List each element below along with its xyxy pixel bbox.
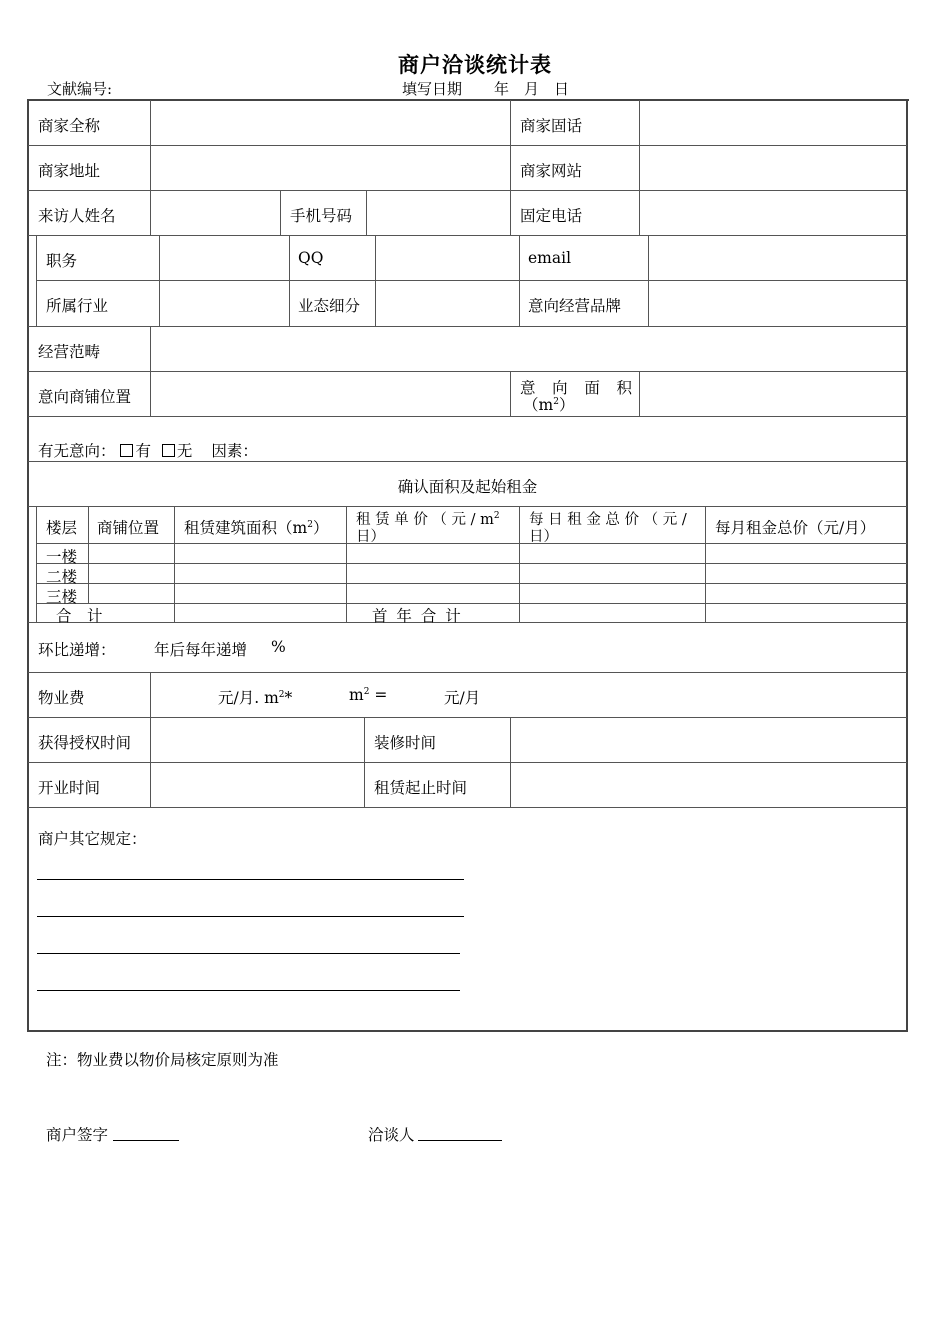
label-area: 意 向 面 积	[520, 379, 632, 397]
th-monthly-total: 每月租金总价（元/月）	[715, 519, 876, 537]
increase-percent: %	[271, 638, 286, 656]
label-scope: 经营范畴	[38, 343, 101, 361]
field-scope[interactable]	[152, 328, 905, 370]
footer-note: 注：物业费以物价局核定原则为准	[46, 1051, 279, 1069]
field-visitor-name[interactable]	[152, 192, 279, 234]
label-industry: 所属行业	[46, 297, 109, 315]
field-position[interactable]	[161, 237, 288, 279]
th-floor: 楼层	[46, 519, 78, 537]
date-month: 月	[524, 80, 540, 98]
label-mobile: 手机号码	[290, 207, 353, 225]
intent-no-label: 无	[176, 442, 193, 460]
intent-line	[38, 439, 258, 461]
page-title: 商户洽谈统计表	[398, 53, 552, 77]
label-brand: 意向经营品牌	[528, 297, 622, 315]
field-area[interactable]	[641, 373, 905, 415]
property-fee-label: 物业费	[38, 689, 85, 707]
field-website[interactable]	[641, 147, 905, 189]
label-opening-time: 开业时间	[38, 779, 101, 797]
label-full-name: 商家全称	[38, 117, 101, 135]
field-brand[interactable]	[650, 282, 905, 325]
th-location: 商铺位置	[97, 519, 160, 537]
rent-section-title: 确认面积及起始租金	[397, 478, 538, 496]
label-website: 商家网站	[520, 162, 583, 180]
label-position: 职务	[46, 252, 78, 270]
property-fee-unit1: 元/月. $m^2*$	[218, 689, 293, 707]
date-year: 年	[494, 80, 510, 98]
row-floor-3: 三楼	[46, 588, 78, 606]
negotiator-sign-line[interactable]	[418, 1140, 502, 1141]
label-shop-location: 意向商铺位置	[38, 388, 132, 406]
field-decoration-time[interactable]	[512, 719, 905, 761]
field-lease-period[interactable]	[512, 764, 905, 806]
label-address: 商家地址	[38, 162, 101, 180]
field-shop-location[interactable]	[152, 373, 509, 415]
field-address[interactable]	[152, 147, 509, 189]
th-daily-total-line2: 日）	[529, 529, 558, 545]
increase-label: 环比递增：	[38, 641, 116, 659]
label-qq: QQ	[298, 249, 324, 267]
field-industry[interactable]	[161, 282, 288, 325]
label-authorized-time: 获得授权时间	[38, 734, 132, 752]
label-decoration-time: 装修时间	[374, 734, 437, 752]
field-fixed-phone[interactable]	[641, 192, 905, 234]
date-label: 填写日期	[402, 80, 463, 98]
doc-number-label: 文献编号:	[47, 80, 113, 98]
date-day: 日	[554, 80, 570, 98]
other-rules-label: 商户其它规定：	[38, 830, 147, 848]
field-email[interactable]	[650, 237, 905, 279]
row-floor-2: 二楼	[46, 568, 78, 586]
field-full-name[interactable]	[152, 102, 509, 144]
intent-factors-label: 因素：	[211, 442, 258, 460]
field-qq[interactable]	[377, 237, 518, 279]
field-format[interactable]	[377, 282, 518, 325]
field-landline[interactable]	[641, 102, 905, 144]
field-opening-time[interactable]	[152, 764, 363, 806]
other-rules-line-3[interactable]	[37, 953, 460, 954]
merchant-sign-label: 商户签字	[46, 1126, 109, 1144]
property-fee-unit3: 元/月	[444, 689, 481, 707]
label-email: email	[528, 249, 572, 267]
label-visitor-name: 来访人姓名	[38, 207, 116, 225]
intent-prefix: 有无意向：	[38, 442, 116, 460]
th-daily-total: 每 日 租 金 总 价 （ 元 /	[529, 512, 687, 528]
label-fixed-phone: 固定电话	[520, 207, 583, 225]
field-mobile[interactable]	[368, 192, 509, 234]
label-landline: 商家固话	[520, 117, 583, 135]
other-rules-line-4[interactable]	[37, 990, 460, 991]
negotiator-label: 洽谈人	[368, 1126, 415, 1144]
other-rules-line-1[interactable]	[37, 879, 464, 880]
row-floor-1: 一楼	[46, 548, 78, 566]
intent-yes-label: 有	[135, 442, 151, 460]
checkbox-no[interactable]	[162, 444, 175, 457]
checkbox-yes[interactable]	[120, 444, 133, 457]
merchant-sign-line[interactable]	[113, 1140, 179, 1141]
th-unit-price: 租 赁 单 价 （ 元 / $m^2$	[356, 511, 500, 528]
field-authorized-time[interactable]	[152, 719, 363, 761]
row-first-year-total: 首 年 合 计	[372, 607, 463, 625]
increase-text: 年后每年递增	[154, 641, 248, 659]
th-unit-price-line2: 日）	[356, 529, 385, 545]
row-total: 合 计	[56, 607, 103, 625]
property-fee-unit2: $m^2$ =	[349, 686, 388, 704]
other-rules-line-2[interactable]	[37, 916, 464, 917]
label-area-unit: $(m^2)$	[523, 396, 575, 414]
th-area: 租赁建筑面积$(m^2)$	[184, 519, 329, 537]
label-format: 业态细分	[298, 297, 361, 315]
label-lease-period: 租赁起止时间	[374, 779, 468, 797]
